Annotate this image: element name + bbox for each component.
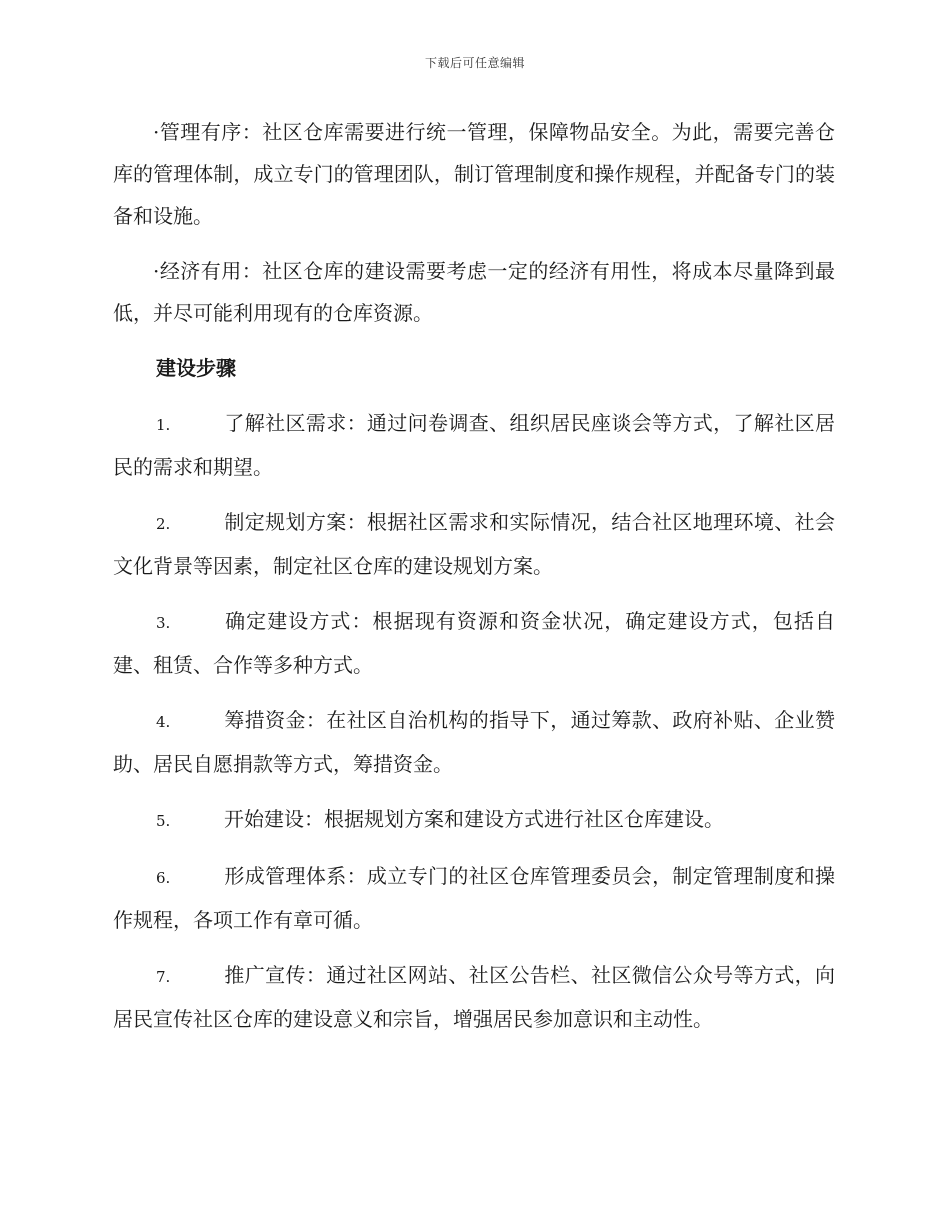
list-item bbox=[113, 699, 835, 785]
paragraph-management: ·管理有序：社区仓库需要进行统一管理，保障物品安全。为此，需要完善仓库的管理体制，成立专门的管理团队，制订管理制度和操作规程，并配备专门的装备和设施。 bbox=[113, 120, 835, 228]
list-item bbox=[113, 501, 835, 587]
list-item-text: 开始建设：根据规划方案和建设方式进行社区仓库建设。 bbox=[224, 807, 724, 831]
list-item-text: 制定规划方案：根据社区需求和实际情况，结合社区地理环境、社会文化背景等因素，制定社区仓库的建设规划方案。 bbox=[113, 510, 835, 578]
list-item-text: 确定建设方式：根据现有资源和资金状况，确定建设方式，包括自建、租赁、合作等多种方式。 bbox=[113, 609, 835, 677]
list-item-number: 4. bbox=[156, 713, 171, 731]
section-heading: 建设步骤 bbox=[156, 356, 236, 380]
list-item bbox=[113, 855, 835, 941]
list-item-number: 5. bbox=[156, 812, 171, 830]
list-item bbox=[113, 954, 835, 1040]
list-item-number: 3. bbox=[156, 614, 171, 632]
list-item-number: 7. bbox=[156, 968, 171, 986]
list-item-text: 筹措资金：在社区自治机构的指导下，通过筹款、政府补贴、企业赞助、居民自愿捐款等方式，筹措资金。 bbox=[113, 708, 835, 776]
paragraph-economy: ·经济有用：社区仓库的建设需要考虑一定的经济有用性，将成本尽量降到最低，并尽可能利用现有的仓库资源。 bbox=[113, 259, 835, 325]
list-item-text: 形成管理体系：成立专门的社区仓库管理委员会，制定管理制度和操作规程，各项工作有章可循。 bbox=[113, 864, 835, 932]
list-item bbox=[113, 600, 835, 686]
list-item-text: 了解社区需求：通过问卷调查、组织居民座谈会等方式，了解社区居民的需求和期望。 bbox=[113, 411, 835, 479]
list-item bbox=[113, 402, 835, 488]
list-item-text: 推广宣传：通过社区网站、社区公告栏、社区微信公众号等方式，向居民宣传社区仓库的建设意义和宗旨，增强居民参加意识和主动性。 bbox=[113, 963, 835, 1031]
document-body bbox=[113, 111, 835, 1053]
list-item bbox=[113, 798, 835, 842]
header-note: 下载后可任意编辑 bbox=[424, 56, 525, 70]
list-item-number: 6. bbox=[156, 869, 171, 887]
list-item-number: 2. bbox=[156, 515, 171, 533]
list-item-number: 1. bbox=[156, 416, 171, 434]
